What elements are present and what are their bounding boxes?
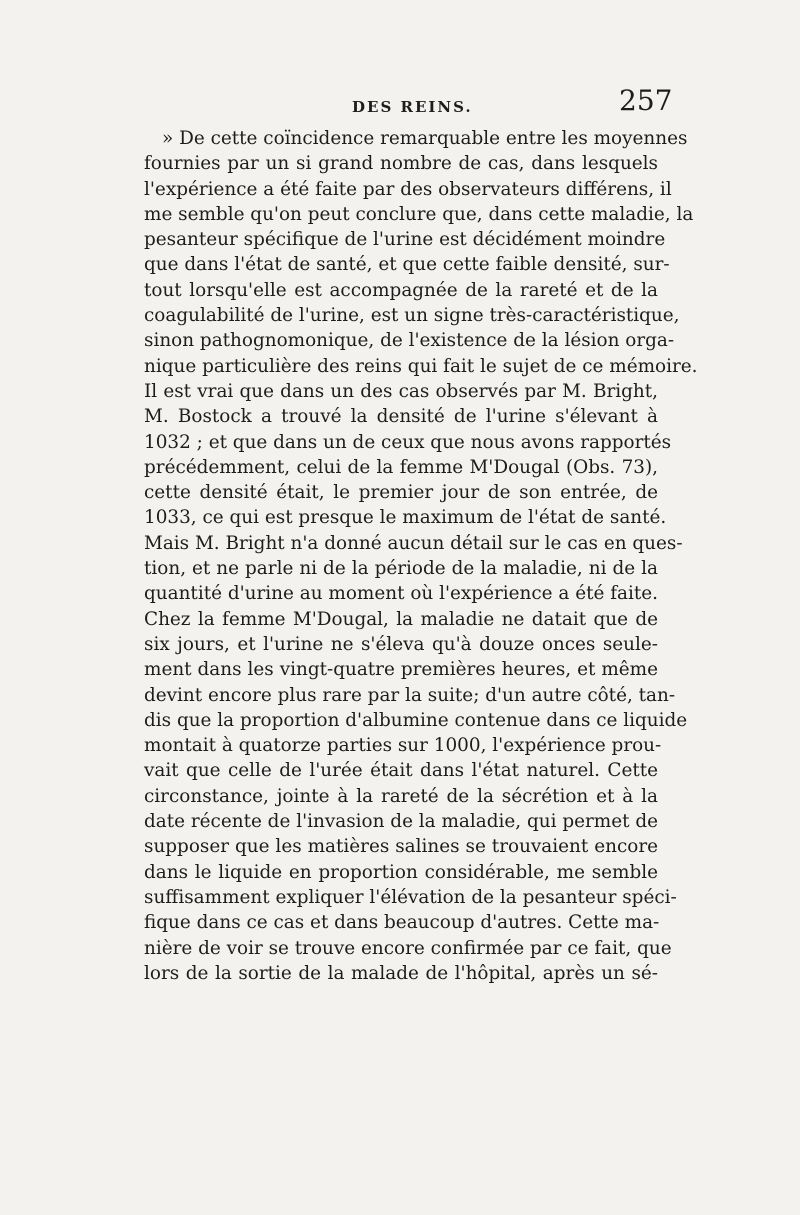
text-line: Mais M. Bright n'a donné aucun détail sur le cas en ques- — [144, 532, 683, 554]
text-line: sinon pathognomonique, de l'existence de la lésion orga- — [144, 330, 675, 352]
text-line: que dans l'état de santé, et que cette faible densité, sur- — [144, 254, 670, 276]
text-line: vait que celle de l'urée était dans l'état naturel. Cette — [144, 760, 658, 782]
body-text — [144, 126, 698, 986]
text-line: fournies par un si grand nombre de cas, dans lesquels — [144, 153, 658, 175]
text-line: tion, et ne parle ni de la période de la maladie, ni de la — [144, 558, 658, 580]
text-line: 1033, ce qui est presque le maximum de l'état de santé. — [144, 507, 667, 529]
text-line: tout lorsqu'elle est accompagnée de la rareté et de la — [144, 279, 658, 301]
text-line: fique dans ce cas et dans beaucoup d'autres. Cette ma- — [144, 912, 660, 934]
text-line: six jours, et l'urine ne s'éleva qu'à douze onces seule- — [144, 633, 658, 655]
text-line: précédemment, celui de la femme M'Dougal (Obs. 73), — [144, 456, 658, 478]
page-number: 257 — [619, 84, 673, 117]
text-line: supposer que les matières salines se trouvaient encore — [144, 836, 658, 858]
text-line: suffisamment expliquer l'élévation de la pesanteur spéci- — [144, 886, 677, 908]
text-line: Il est vrai que dans un des cas observés par M. Bright, — [144, 380, 658, 402]
text-line: quantité d'urine au moment où l'expérience a été faite. — [144, 583, 658, 605]
text-line: me semble qu'on peut conclure que, dans cette maladie, la — [144, 203, 694, 225]
text-line: montait à quatorze parties sur 1000, l'expérience prou- — [144, 735, 662, 757]
text-line: dis que la proportion d'albumine contenue dans ce liquide — [144, 709, 688, 731]
text-line: 1032 ; et que dans un de ceux que nous avons rapportés — [144, 431, 672, 453]
text-line: date récente de l'invasion de la maladie, qui permet de — [144, 811, 658, 833]
text-line: devint encore plus rare par la suite; d'un autre côté, tan- — [144, 684, 676, 706]
text-line: circonstance, jointe à la rareté de la sécrétion et à la — [144, 785, 658, 807]
text-line: cette densité était, le premier jour de son entrée, de — [144, 482, 658, 504]
text-line: lors de la sortie de la malade de l'hôpital, après un sé- — [144, 962, 658, 984]
text-line: » De cette coïncidence remarquable entre les moyennes — [162, 128, 688, 149]
text-line: l'expérience a été faite par des observateurs différens, il — [144, 178, 672, 200]
text-line: coagulabilité de l'urine, est un signe très-caractéristique, — [144, 305, 680, 327]
text-line: nique particulière des reins qui fait le sujet de ce mémoire. — [144, 355, 698, 377]
text-line: nière de voir se trouve encore confirmée par ce fait, que — [144, 937, 672, 959]
running-title: DES REINS. — [352, 98, 473, 116]
text-line: dans le liquide en proportion considérable, me semble — [144, 861, 658, 883]
text-line: ment dans les vingt-quatre premières heures, et même — [144, 659, 658, 681]
text-line: Chez la femme M'Dougal, la maladie ne datait que de — [144, 608, 658, 630]
text-line: M. Bostock a trouvé la densité de l'urine s'élevant à — [144, 406, 658, 428]
text-line: pesanteur spécifique de l'urine est décidément moindre — [144, 229, 666, 251]
